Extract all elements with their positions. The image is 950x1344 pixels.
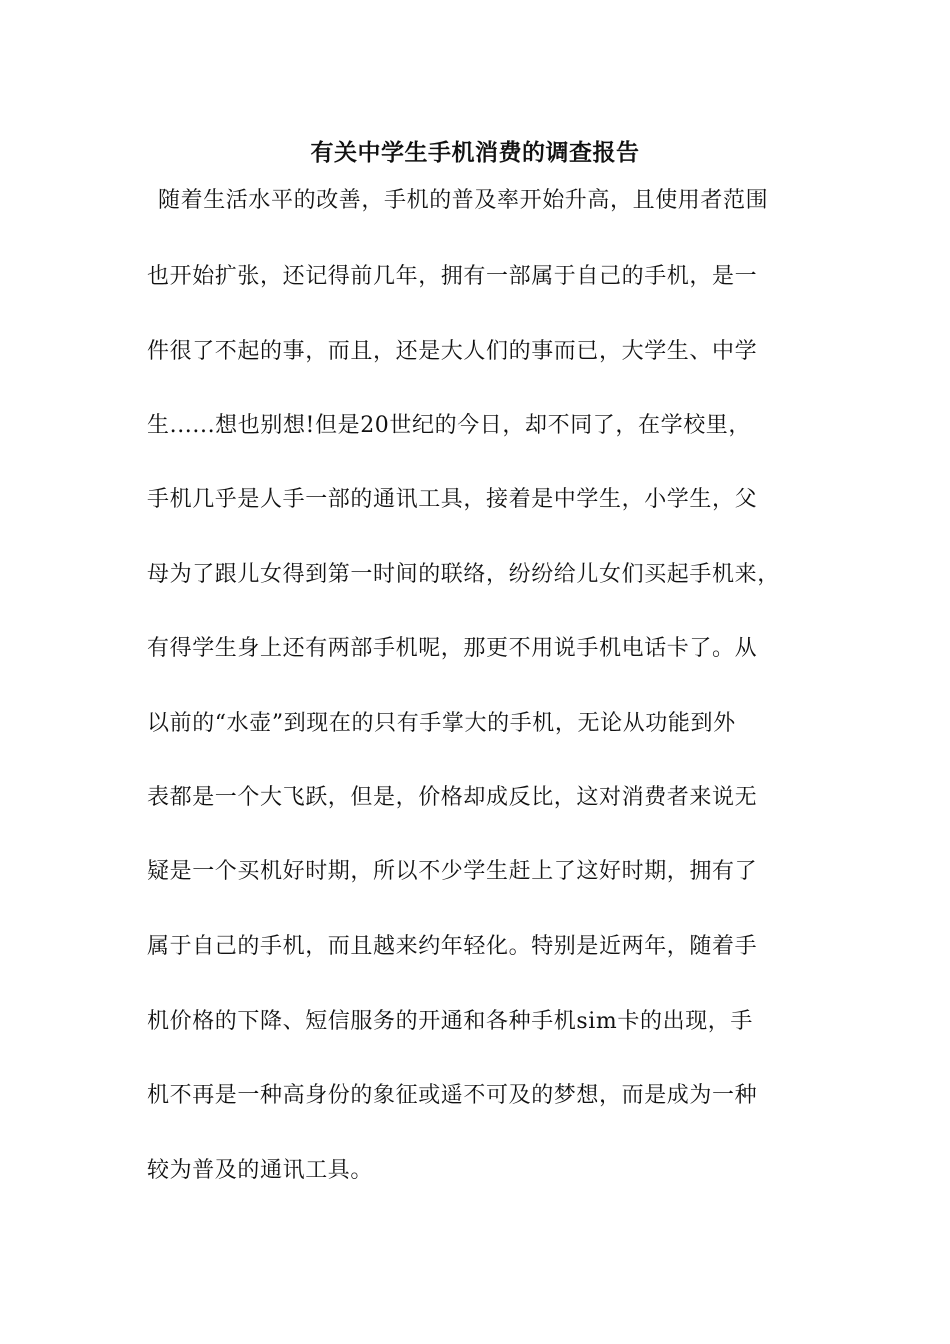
paragraph-line: 以前的“水壶”到现在的只有手掌大的手机，无论从功能到外 (147, 711, 736, 736)
document-title: 有关中学生手机消费的调查报告 (310, 139, 640, 166)
paragraph-line: 机价格的下降、短信服务的开通和各种手机sim卡的出现，手 (147, 1009, 753, 1034)
paragraph-line: 机不再是一种高身份的象征或遥不可及的梦想，而是成为一种 (147, 1083, 758, 1108)
paragraph-line: 母为了跟儿女得到第一时间的联络，纷纷给儿女们买起手机来， (147, 562, 780, 587)
paragraph-line: 也开始扩张，还记得前几年，拥有一部属于自己的手机，是一 (147, 264, 758, 289)
paragraph-line: 生......想也别想!但是20世纪的今日，却不同了，在学校里， (147, 413, 751, 438)
paragraph-line: 表都是一个大飞跃，但是，价格却成反比，这对消费者来说无 (147, 785, 758, 810)
paragraph-line: 疑是一个买机好时期，所以不少学生赶上了这好时期，拥有了 (147, 859, 758, 884)
paragraph-line: 较为普及的通讯工具。 (147, 1158, 374, 1183)
paragraph-line: 属于自己的手机，而且越来约年轻化。特别是近两年，随着手 (147, 934, 758, 959)
paragraph-line: 件很了不起的事，而且，还是大人们的事而已，大学生、中学 (147, 339, 758, 364)
paragraph-line: 手机几乎是人手一部的通讯工具，接着是中学生，小学生，父 (147, 487, 758, 512)
paragraph-line: 随着生活水平的改善，手机的普及率开始升高，且使用者范围 (158, 188, 769, 213)
paragraph-line: 有得学生身上还有两部手机呢，那更不用说手机电话卡了。从 (147, 636, 758, 661)
